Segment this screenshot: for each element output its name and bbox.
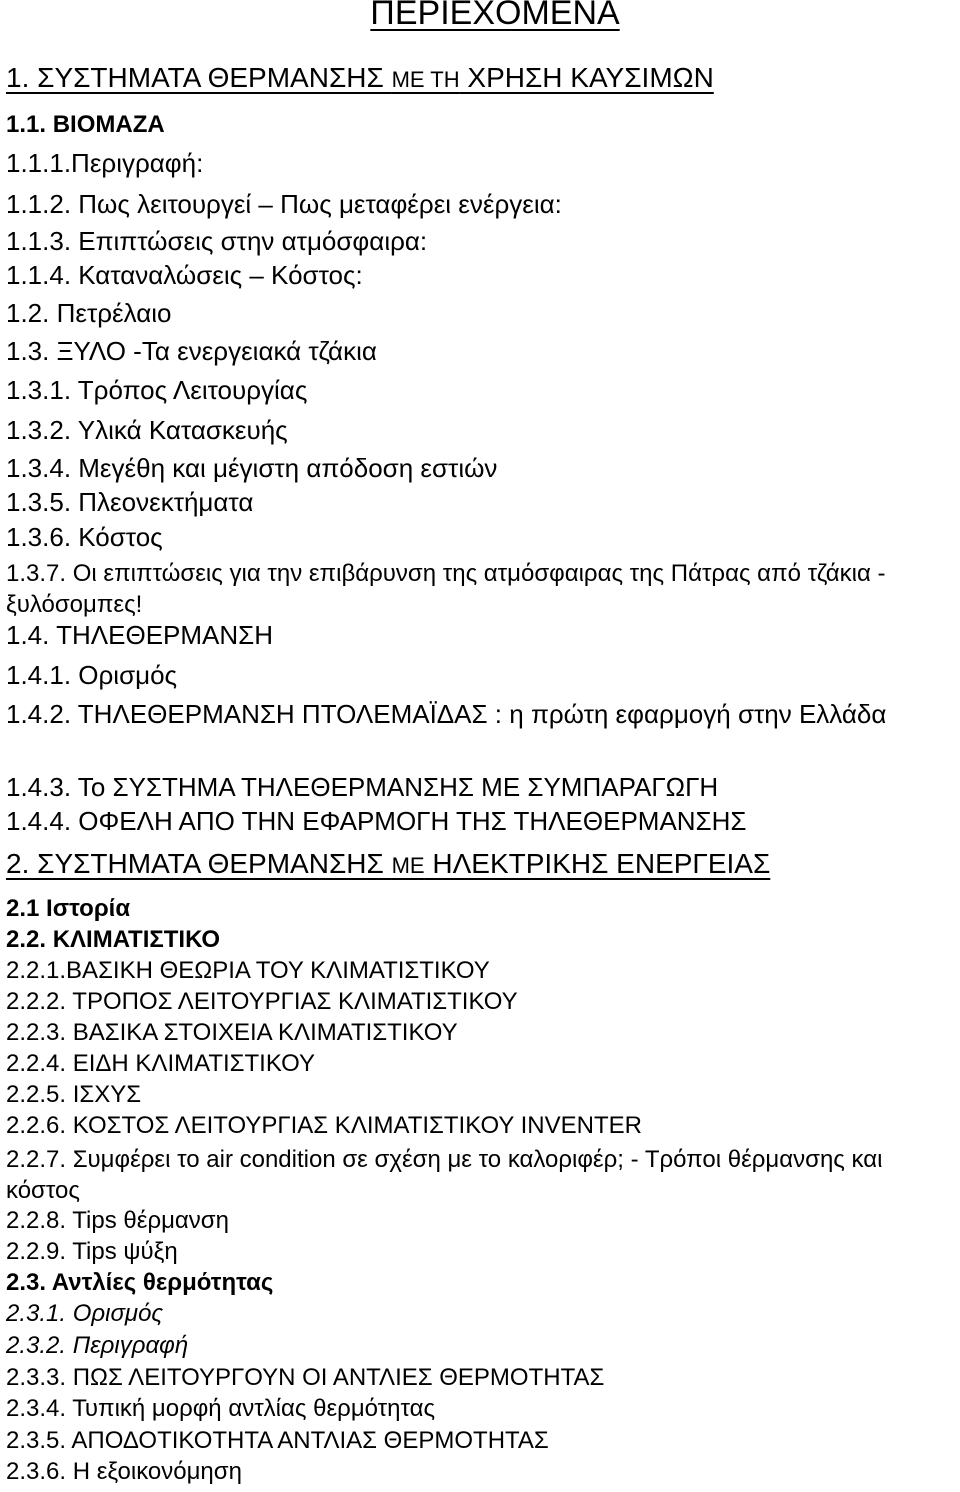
- toc-entry-1-3-4: 1.3.4. Μεγέθη και μέγιστη απόδοση εστιών: [6, 453, 498, 483]
- toc-entry-2-3-1: 2.3.1. Ορισμός: [6, 1300, 164, 1327]
- toc-entry-2-3-4: 2.3.4. Τυπική μορφή αντλίας θερμότητας: [6, 1395, 436, 1422]
- chapter-1-heading: [6, 62, 714, 94]
- chapter-1-heading-prefix: 1. ΣΥΣΤΗΜΑΤΑ ΘΕΡΜΑΝΣΗΣ: [6, 62, 392, 93]
- toc-entry-1-2: 1.2. Πετρέλαιο: [6, 298, 172, 328]
- toc-entry-2-2-3: 2.2.3. ΒΑΣΙΚΑ ΣΤΟΙΧΕΙΑ ΚΛΙΜΑΤΙΣΤΙΚΟΥ: [6, 1019, 458, 1046]
- toc-entry-1-3-1: 1.3.1. Τρόπος Λειτουργίας: [6, 375, 308, 405]
- toc-entry-1-1-3: 1.1.3. Επιπτώσεις στην ατμόσφαιρα:: [6, 226, 428, 256]
- chapter-2-heading-suffix: ΗΛΕΚΤΡΙΚΗΣ ΕΝΕΡΓΕΙΑΣ: [424, 848, 771, 879]
- chapter-2-heading-small: ΜΕ: [391, 853, 425, 878]
- toc-entry-1-4: 1.4. ΤΗΛΕΘΕΡΜΑΝΣΗ: [6, 620, 274, 650]
- toc-entry-1-1-2: 1.1.2. Πως λειτουργεί – Πως μεταφέρει ενέργεια:: [6, 189, 562, 219]
- toc-entry-1-1-4: 1.1.4. Καταναλώσεις – Κόστος:: [6, 260, 363, 290]
- chapter-1-heading-small: ΜΕ ΤΗ: [391, 67, 460, 92]
- toc-entry-1-3-6: 1.3.6. Κόστος: [6, 522, 163, 552]
- toc-entry-2-3-6: 2.3.6. Η εξοικονόμηση: [6, 1458, 242, 1485]
- chapter-2-heading-prefix: 2. ΣΥΣΤΗΜΑΤΑ ΘΕΡΜΑΝΣΗΣ: [6, 848, 392, 879]
- toc-entry-1-1: 1.1. ΒΙΟΜΑΖΑ: [6, 111, 165, 138]
- chapter-2-heading: [6, 848, 770, 880]
- toc-entry-2-2: 2.2. ΚΛΙΜΑΤΙΣΤΙΚΟ: [6, 926, 220, 953]
- toc-entry-1-3-7: 1.3.7. Οι επιπτώσεις για την επιβάρυνση της ατμόσφαιρας της Πάτρας από τζάκια - ξυλόσομπες!: [6, 560, 886, 618]
- toc-entry-1-4-1: 1.4.1. Ορισμός: [6, 660, 178, 690]
- toc-entry-1-4-4: 1.4.4. ΟΦΕΛΗ ΑΠΟ ΤΗΝ ΕΦΑΡΜΟΓΗ ΤΗΣ ΤΗΛΕΘΕΡΜΑΝΣΗΣ: [6, 806, 747, 836]
- toc-entry-2-2-9: 2.2.9. Tips ψύξη: [6, 1238, 178, 1265]
- toc-entry-2-2-6: 2.2.6. ΚΟΣΤΟΣ ΛΕΙΤΟΥΡΓΙΑΣ ΚΛΙΜΑΤΙΣΤΙΚΟΥ INVENTER: [6, 1112, 642, 1139]
- toc-entry-1-3-2: 1.3.2. Υλικά Κατασκευής: [6, 415, 288, 445]
- toc-entry-2-3-3: 2.3.3. ΠΩΣ ΛΕΙΤΟΥΡΓΟΥΝ ΟΙ ΑΝΤΛΙΕΣ ΘΕΡΜΟΤΗΤΑΣ: [6, 1364, 605, 1391]
- toc-entry-2-3-5: 2.3.5. ΑΠΟΔΟΤΙΚΟΤΗΤΑ ΑΝΤΛΙΑΣ ΘΕΡΜΟΤΗΤΑΣ: [6, 1427, 549, 1454]
- toc-entry-1-1-1: 1.1.1.Περιγραφή:: [6, 148, 204, 178]
- toc-entry-1-4-2: 1.4.2. ΤΗΛΕΘΕΡΜΑΝΣΗ ΠΤΟΛΕΜΑΪΔΑΣ : η πρώτη εφαρμογή στην Ελλάδα: [6, 699, 887, 729]
- toc-entry-2-2-7: 2.2.7. Συμφέρει το air condition σε σχέση με το καλοριφέρ; - Τρόποι θέρμανσης και κόστος: [6, 1146, 883, 1204]
- toc-entry-1-3-5: 1.3.5. Πλεονεκτήματα: [6, 487, 254, 517]
- toc-entry-2-2-1: 2.2.1.ΒΑΣΙΚΗ ΘΕΩΡΙΑ ΤΟΥ ΚΛΙΜΑΤΙΣΤΙΚΟΥ: [6, 957, 490, 984]
- page-title: ΠΕΡΙΕΧΟΜΕΝΑ: [370, 0, 620, 32]
- toc-entry-2-3-2: 2.3.2. Περιγραφή: [6, 1332, 189, 1359]
- toc-entry-2-2-2: 2.2.2. ΤΡΟΠΟΣ ΛΕΙΤΟΥΡΓΙΑΣ ΚΛΙΜΑΤΙΣΤΙΚΟΥ: [6, 988, 518, 1015]
- toc-entry-2-1: 2.1 Ιστορία: [6, 895, 131, 922]
- toc-entry-1-4-3: 1.4.3. Το ΣΥΣΤΗΜΑ ΤΗΛΕΘΕΡΜΑΝΣΗΣ ΜΕ ΣΥΜΠΑΡΑΓΩΓΗ: [6, 772, 719, 802]
- toc-entry-2-2-4: 2.2.4. ΕΙΔΗ ΚΛΙΜΑΤΙΣΤΙΚΟΥ: [6, 1050, 316, 1077]
- chapter-1-heading-suffix: ΧΡΗΣΗ ΚΑΥΣΙΜΩΝ: [459, 62, 714, 93]
- toc-entry-2-2-5: 2.2.5. ΙΣΧΥΣ: [6, 1081, 142, 1108]
- toc-entry-1-3: 1.3. ΞΥΛΟ -Τα ενεργειακά τζάκια: [6, 336, 377, 366]
- toc-entry-2-3: 2.3. Αντλίες θερμότητας: [6, 1269, 274, 1296]
- toc-entry-2-2-8: 2.2.8. Tips θέρμανση: [6, 1207, 229, 1234]
